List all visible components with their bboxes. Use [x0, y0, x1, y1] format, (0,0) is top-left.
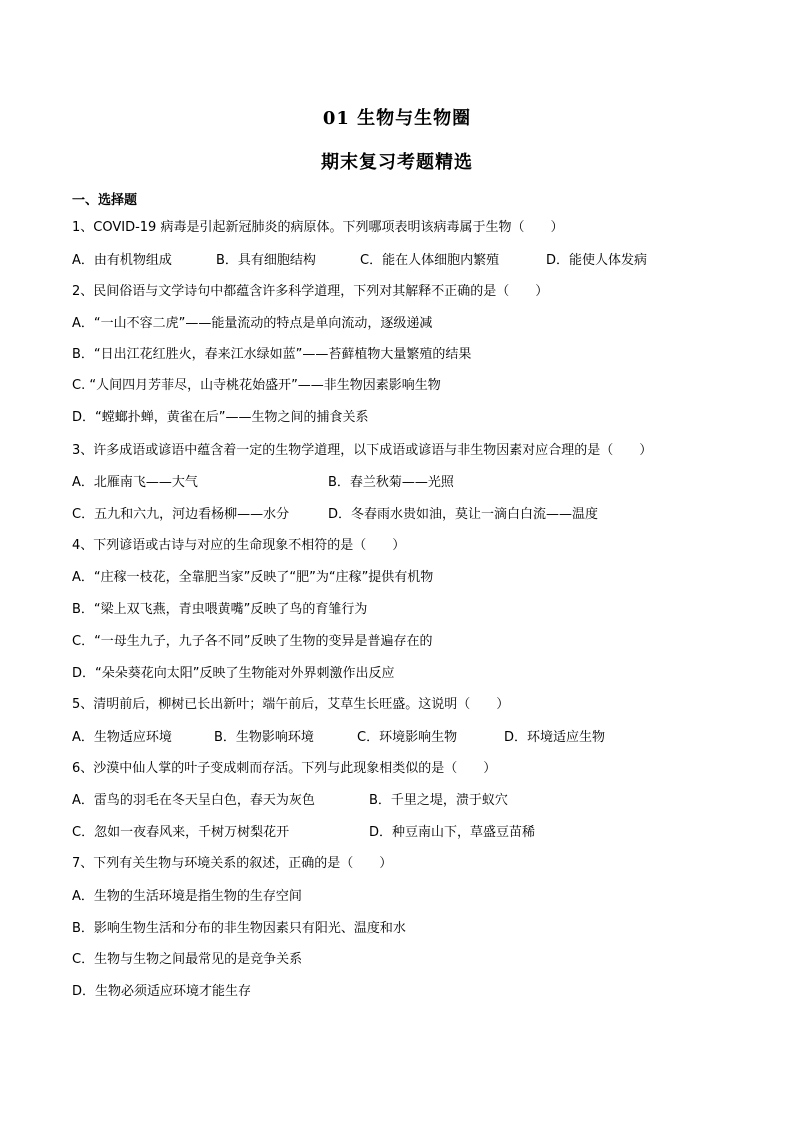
section-heading: 一、选择题: [72, 193, 138, 208]
document-title: 01 生物与生物圈: [322, 108, 472, 129]
question-3-option-d: D．冬春雨水贵如油，莫让一滴白白流——温度: [328, 507, 599, 522]
document-subtitle: 期末复习考题精选: [321, 152, 473, 173]
question-4-option-d: D．“朵朵葵花向太阳”反映了生物能对外界刺激作出反应: [72, 666, 395, 681]
question-4-option-c: C．“一母生九子，九子各不同”反映了生物的变异是普遍存在的: [72, 634, 433, 649]
question-4-option-a: A．“庄稼一枝花，全靠肥当家”反映了“肥”为“庄稼”提供有机物: [72, 570, 434, 585]
question-6-stem: 6、沙漠中仙人掌的叶子变成刺而存活。下列与此现象相类似的是（ ）: [72, 761, 497, 776]
question-7-option-b: B．影响生物生活和分布的非生物因素只有阳光、温度和水: [72, 921, 406, 936]
question-6-option-c: C．忽如一夜春风来，千树万树梨花开: [72, 825, 290, 840]
question-5-option-c: C．环境影响生物: [357, 730, 458, 745]
question-3-stem: 3、许多成语或谚语中蕴含着一定的生物学道理，以下成语或谚语与非生物因素对应合理的是（ ）: [72, 443, 653, 458]
question-7-option-d: D．生物必须适应环境才能生存: [72, 984, 252, 999]
question-1-option-a: A．由有机物组成: [72, 253, 172, 268]
question-4-stem: 4、下列谚语或古诗与对应的生命现象不相符的是（ ）: [72, 538, 406, 553]
question-7-option-c: C．生物与生物之间最常见的是竞争关系: [72, 952, 303, 967]
question-3-option-a: A．北雁南飞——大气: [72, 475, 198, 490]
question-3-option-c: C．五九和六九，河边看杨柳——水分: [72, 507, 290, 522]
question-2-option-c: C. “人间四月芳菲尽，山寺桃花始盛开”——非生物因素影响生物: [72, 378, 441, 393]
question-5-option-a: A．生物适应环境: [72, 730, 172, 745]
question-5-option-d: D．环境适应生物: [504, 730, 606, 745]
question-2-option-b: B．“日出江花红胜火，春来江水绿如蓝”——苔藓植物大量繁殖的结果: [72, 347, 472, 362]
question-5-option-b: B．生物影响环境: [214, 730, 314, 745]
question-1-stem: 1、COVID-19 病毒是引起新冠肺炎的病原体。下列哪项表明该病毒属于生物（ ）: [72, 220, 564, 235]
question-1-option-c: C．能在人体细胞内繁殖: [360, 253, 500, 268]
question-7-stem: 7、下列有关生物与环境关系的叙述，正确的是（ ）: [72, 856, 393, 871]
question-6-option-d: D．种豆南山下，草盛豆苗稀: [369, 825, 536, 840]
question-2-stem: 2、民间俗语与文学诗句中都蕴含许多科学道理，下列对其解释不正确的是（ ）: [72, 284, 549, 299]
question-6-option-b: B．千里之堤，溃于蚁穴: [369, 793, 508, 808]
question-2-option-d: D．“螳螂扑蝉，黄雀在后”——生物之间的捕食关系: [72, 410, 369, 425]
question-3-option-b: B．春兰秋菊——光照: [328, 475, 454, 490]
question-6-option-a: A．雷鸟的羽毛在冬天呈白色，春天为灰色: [72, 793, 315, 808]
question-4-option-b: B．“梁上双飞燕，青虫喂黄嘴”反映了鸟的育雏行为: [72, 602, 368, 617]
question-1-option-d: D．能使人体发病: [546, 253, 648, 268]
question-7-option-a: A．生物的生活环境是指生物的生存空间: [72, 889, 302, 904]
question-1-option-b: B．具有细胞结构: [216, 253, 316, 268]
question-2-option-a: A．“一山不容二虎”——能量流动的特点是单向流动，逐级递减: [72, 316, 433, 331]
question-5-stem: 5、清明前后，柳树已长出新叶；端午前后，艾草生长旺盛。这说明（ ）: [72, 697, 510, 712]
